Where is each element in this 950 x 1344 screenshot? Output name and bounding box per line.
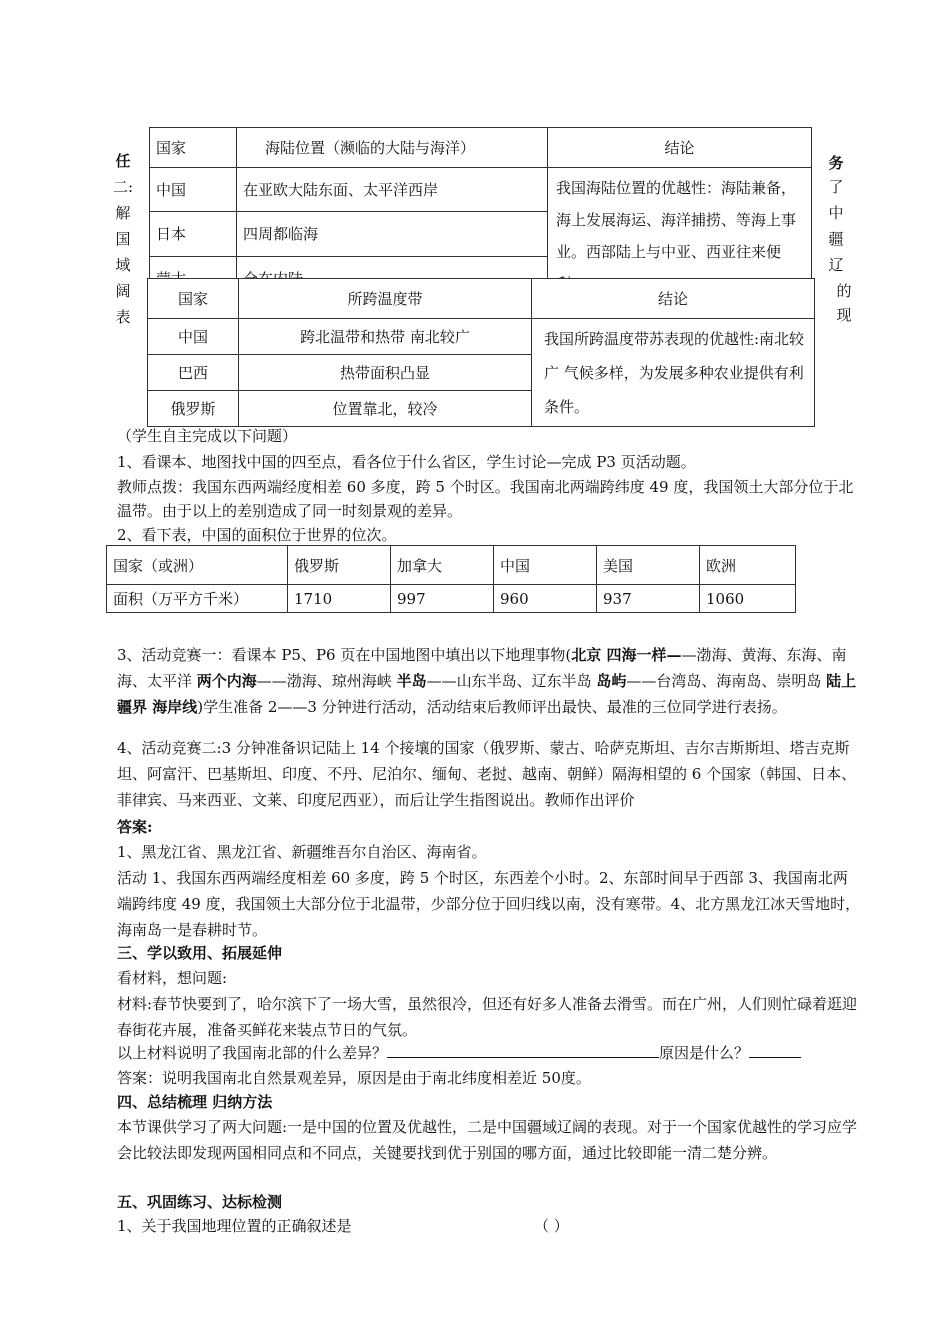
table2-country: 中国	[148, 319, 239, 355]
table1-header-conclusion: 结论	[548, 128, 812, 168]
answer-blank-1[interactable]	[387, 1041, 659, 1058]
area-header: 欧洲	[700, 546, 796, 585]
intro-text: （学生自主完成以下问题）	[117, 427, 298, 445]
table1-position: 四周都临海	[237, 212, 548, 256]
question-a: 以上材料说明了我国南北部的什么差异？	[117, 1044, 388, 1062]
temperature-zone-table	[147, 278, 815, 427]
table1-position: 在亚欧大陆东面、太平洋西岸	[237, 168, 548, 212]
exercise-1-text: 1、关于我国地理位置的正确叙述是	[117, 1217, 352, 1235]
section-5-title: 五、巩固练习、达标检测	[117, 1193, 283, 1211]
q3-bold: 岛屿	[596, 672, 627, 690]
question-1-tip: 教师点拨：我国东西两端经度相差 60 多度，跨 5 个时区。我国南北两端跨纬度 49 度，我国领土大部分位于北温带。由于以上的差别造成了同一时刻景观的差异。	[117, 478, 854, 520]
side-right-char: 现	[836, 306, 852, 324]
table2-header-country: 国家	[148, 279, 239, 319]
table1-header-country: 国家	[150, 128, 237, 168]
side-right-char: 中	[828, 204, 844, 222]
q3-bold: 陆上疆界 海岸线	[117, 672, 857, 716]
q3-text: —渤海、黄海、东海、南海、太平洋	[117, 646, 847, 690]
table2-zone: 跨北温带和热带 南北较广	[239, 319, 532, 355]
side-right-char: 了	[828, 178, 844, 196]
section-4-title: 四、总结梳理 归纳方法	[117, 1093, 273, 1111]
question-b: 原因是什么？	[659, 1044, 750, 1062]
side-left-char: 二:	[113, 178, 134, 196]
q3-text: )学生准备 2——3 分钟进行活动，活动结束后教师评出最快、最准的三位同学进行表扬。	[197, 698, 787, 716]
area-value: 1710	[288, 585, 391, 613]
table1-conclusion: 我国海陆位置的优越性：海陆兼备，海上发展海运、海洋捕捞、等海上事业。西部陆上与中亚、西亚往来便	[548, 168, 812, 301]
table2-header-zone: 所跨温度带	[239, 279, 532, 319]
table1-country: 中国	[150, 168, 237, 212]
area-header: 美国	[597, 546, 700, 585]
side-left-char: 域	[115, 256, 131, 274]
area-row-label: 面积（万平方千米）	[107, 585, 288, 613]
side-right-char: 疆	[828, 230, 844, 248]
section-3-answer: 答案：说明我国南北自然景观差异，原因是由于南北纬度相差近 50度。	[117, 1069, 591, 1087]
side-left-char: 阔	[115, 282, 131, 300]
question-4: 4、活动竞赛二:3 分钟准备识记陆上 14 个接壤的国家（俄罗斯、蒙古、哈萨克斯坦、吉尔吉斯斯坦、塔吉克斯坦、阿富汗、巴基斯坦、印度、不丹、尼泊尔、缅甸、老挝、越南、朝鲜）隔海相望的 6 个国家（韩国、日本、菲律宾、马来西亚、文莱、印度尼西亚），而后让学生指图说出。教师作出评价	[117, 739, 857, 809]
q3-bold: 半岛	[396, 672, 427, 690]
area-value: 1060	[700, 585, 796, 613]
material-text: 材料:春节快要到了，哈尔滨下了一场大雪，虽然很冷，但还有好多人准备去滑雪。而在广州，人们则忙碌着逛迎春街花卉展，准备买鲜花来装点节日的气氛。	[117, 995, 858, 1039]
table2-conclusion: 我国所跨温度带苏表现的优越性:南北较广 气候多样，为发展多种农业提供有利条件。	[532, 319, 815, 427]
area-header: 国家（或洲）	[107, 546, 288, 585]
exercise-1-paren: （ ）	[534, 1217, 569, 1235]
side-left-char: 国	[115, 230, 131, 248]
table1-header-position: 海陆位置（濒临的大陆与海洋）	[237, 128, 548, 168]
area-value: 937	[597, 585, 700, 613]
q3-text: ——台湾岛、海南岛、崇明岛	[626, 672, 827, 690]
question-1: 1、看课本、地图找中国的四至点，看各位于什么省区，学生讨论—完成 P3 页活动题。	[117, 453, 696, 471]
exercise-1	[117, 1214, 862, 1238]
q3-text: ——渤海、琼州海峡	[256, 672, 397, 690]
section-3-prompt: 看材料，想问题:	[117, 969, 228, 987]
q3-bold: 北京 四海一样—	[571, 646, 682, 664]
area-header: 俄罗斯	[288, 546, 391, 585]
side-right-char: 务	[828, 154, 844, 172]
table1-country: 日本	[150, 212, 237, 256]
table2-country: 俄罗斯	[148, 391, 239, 427]
area-value: 997	[391, 585, 494, 613]
area-value: 960	[494, 585, 597, 613]
q3-text: ——山东半岛、辽东半岛	[426, 672, 597, 690]
answer-blank-2[interactable]	[749, 1041, 801, 1058]
side-right-char: 辽	[828, 256, 844, 274]
table2-zone: 位置靠北，较冷	[239, 391, 532, 427]
side-left-char: 解	[115, 204, 131, 222]
section-4-text: 本节课供学习了两大问题:一是中国的位置及优越性，二是中国疆域辽阔的表现。对于一个国家优越性的学习应学会比较法即发现两国相同点和不同点，关键要找到优于别国的哪方面，通过比较即能一清二楚分辨。	[117, 1118, 858, 1162]
table2-country: 巴西	[148, 355, 239, 391]
sea-land-table	[149, 127, 812, 301]
table2-header-conclusion: 结论	[532, 279, 815, 319]
area-table	[106, 545, 796, 613]
material-question	[117, 1041, 862, 1065]
side-right-char: 的	[836, 282, 852, 300]
section-3-title: 三、学以致用、拓展延伸	[117, 944, 283, 962]
question-2: 2、看下表，中国的面积位于世界的位次。	[117, 526, 397, 544]
answer-1: 1、黑龙江省、黑龙江省、新疆维吾尔自治区、海南省。	[117, 843, 487, 861]
side-left-char: 表	[115, 308, 131, 326]
area-header: 中国	[494, 546, 597, 585]
answers-title: 答案:	[117, 818, 153, 836]
q3-bold: 两个内海	[196, 672, 257, 690]
area-header: 加拿大	[391, 546, 494, 585]
table2-zone: 热带面积凸显	[239, 355, 532, 391]
side-left-char: 任	[115, 152, 131, 170]
q3-text: 3、活动竞赛一：看课本 P5、P6 页在中国地图中填出以下地理事物(	[117, 646, 572, 664]
question-3	[117, 642, 862, 720]
answer-2: 活动 1、我国东西两端经度相差 60 多度，跨 5 个时区，东西差个小时。2、东部时间早于西部 3、我国南北两端跨纬度 49 度，我国领土大部分位于北温带，少部分位于回归线以南，没有寒带。4、北方黑龙江冰天雪地时，海南岛一是春耕时节。	[117, 869, 861, 939]
